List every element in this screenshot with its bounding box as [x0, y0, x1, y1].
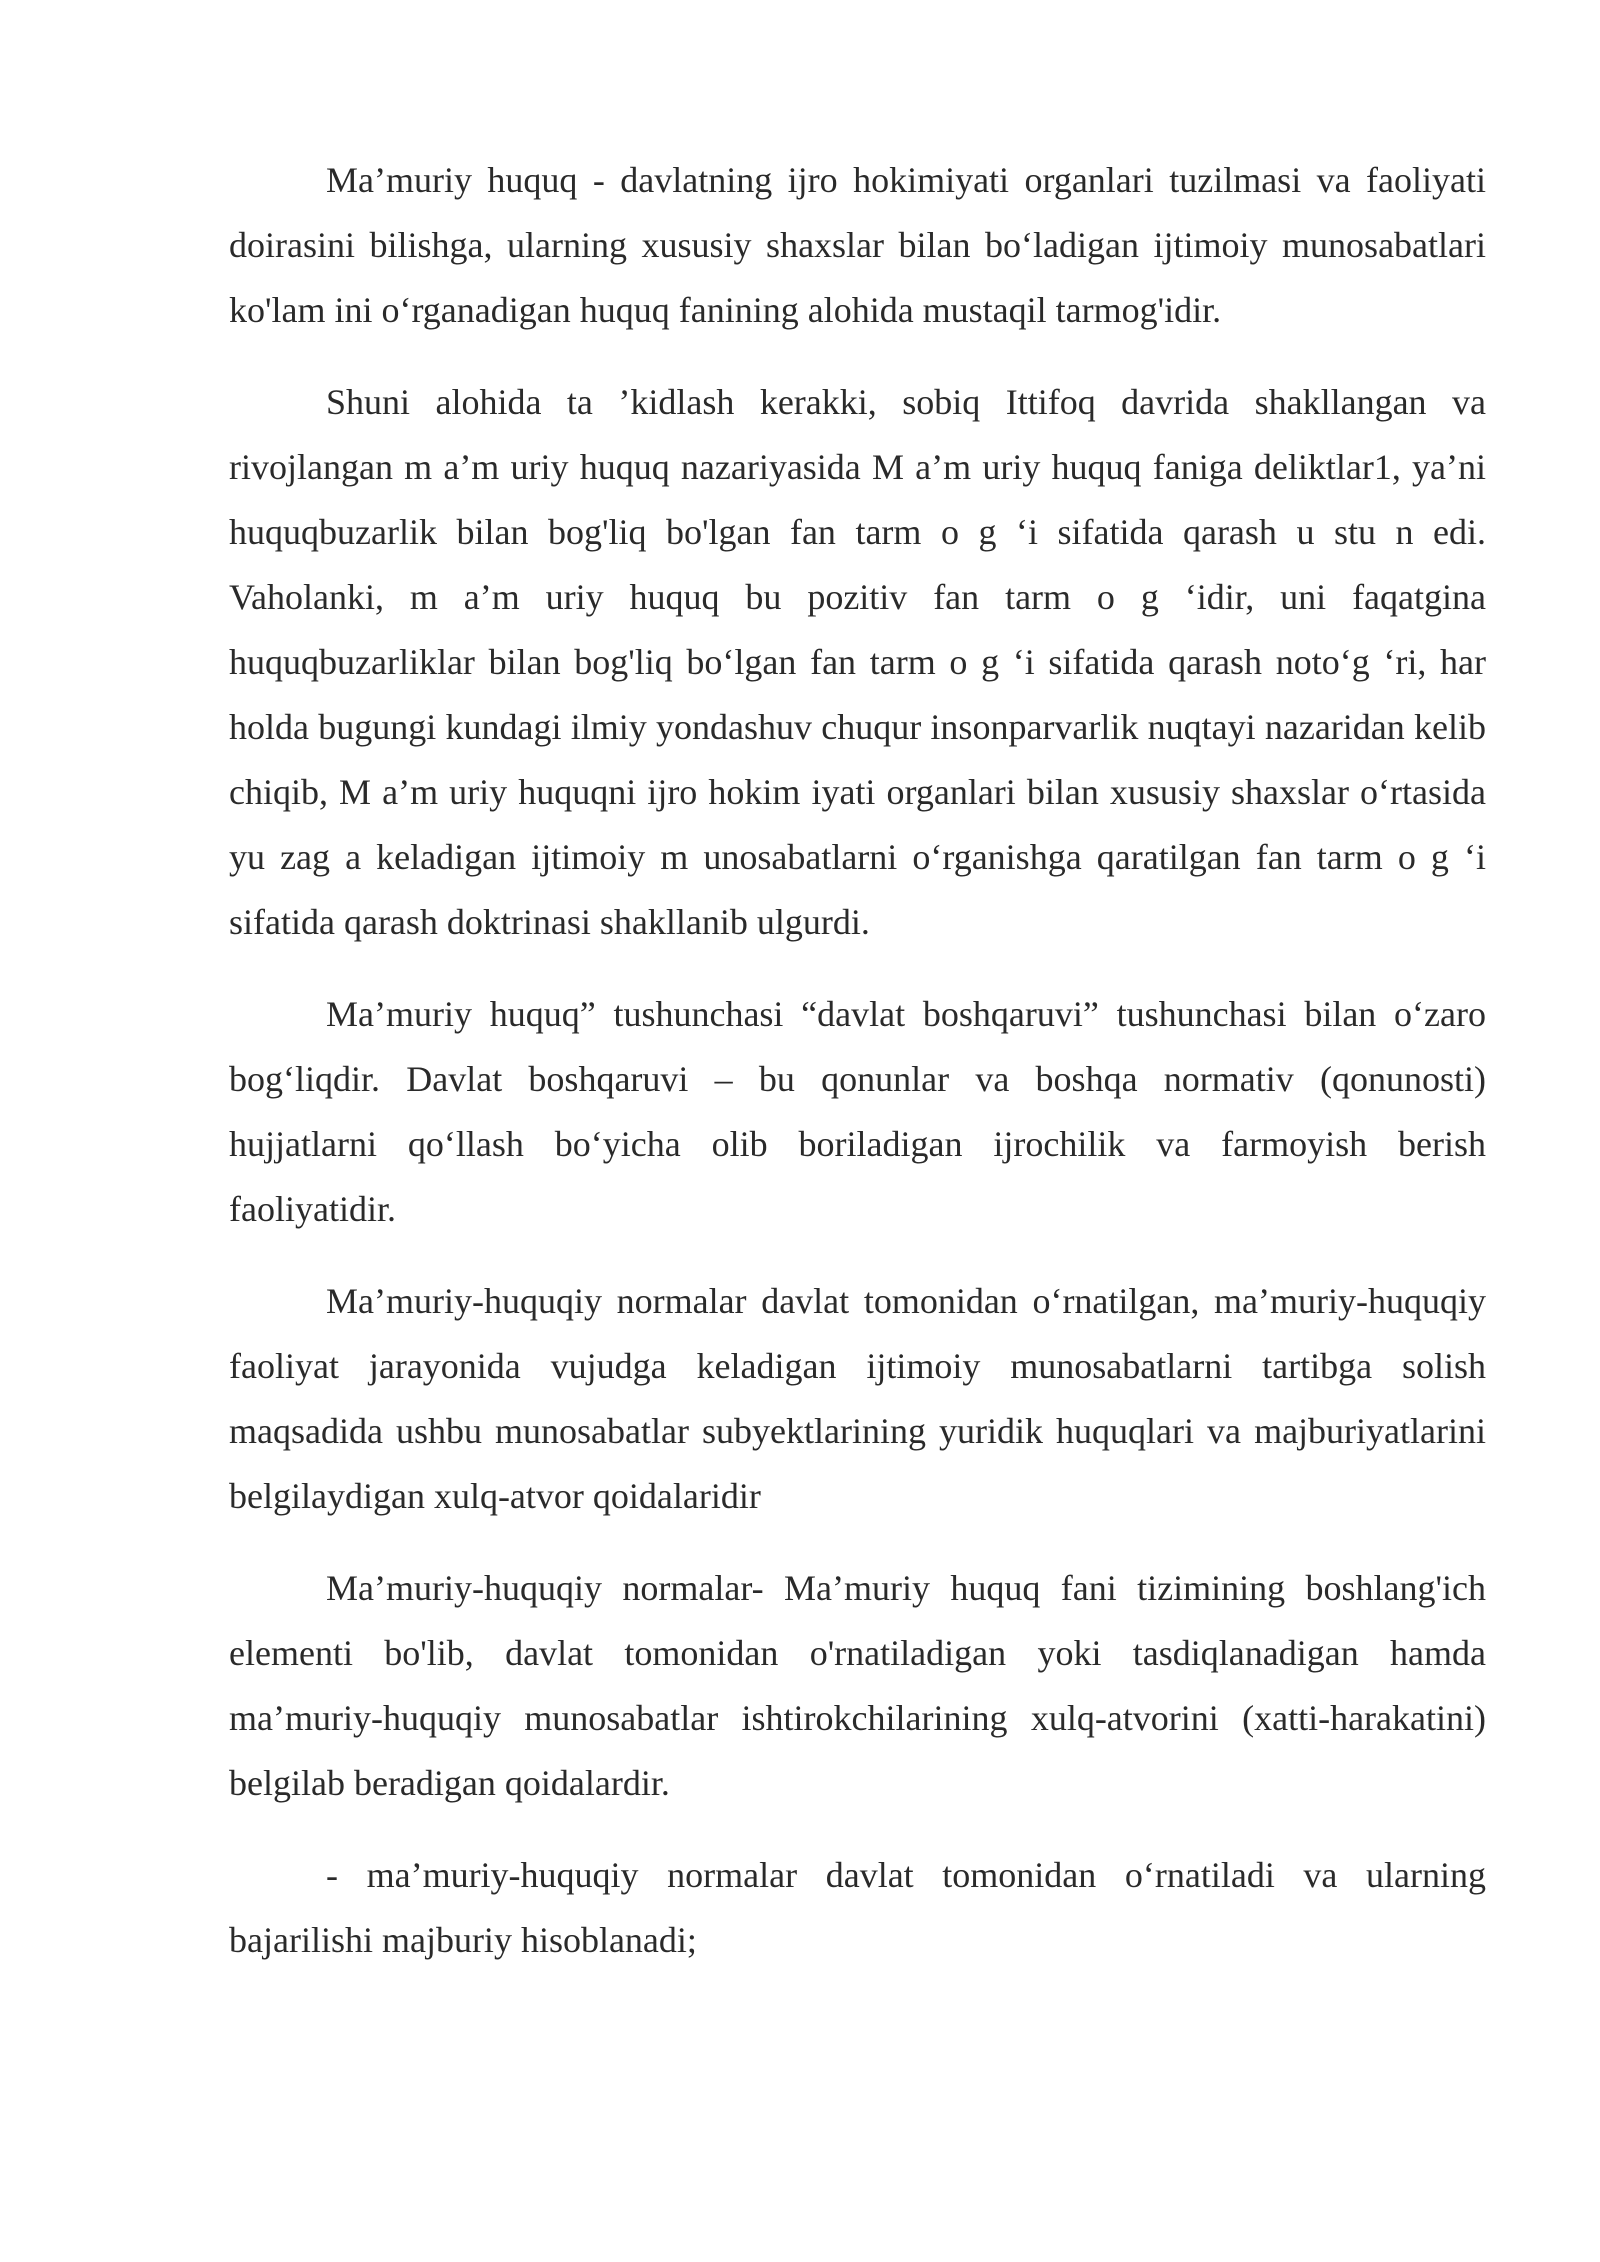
document-body	[229, 148, 1486, 2000]
paragraph-history: Shuni alohida ta ’kidlash kerakki, sobiq Ittifoq davrida shakllangan va rivojlangan m a’m uriy huquq nazariyasida M a’m uriy huquq faniga deliktlar1, ya’ni huquqbuzarlik bilan bog'liq bo'lgan fan tarm o g ‘i sifatida qarash u stu n edi. Vaholanki, m a’m uriy huquq bu pozitiv fan tarm o g ‘idir, uni faqatgina huquqbuzarliklar bilan bog'liq bo‘lgan fan tarm o g ‘i sifatida qarash noto‘g ‘ri, har holda bugungi kundagi ilmiy yondashuv chuqur insonparvarlik nuqtayi nazaridan kelib chiqib, M a’m uriy huquqni ijro hokim iyati organlari bilan xususiy shaxslar o‘rtasida yu zag a keladigan ijtimoiy m unosabatlarni o‘rganishga qaratilgan fan tarm o g ‘i sifatida qarash doktrinasi shakllanib ulgurdi.	[229, 382, 1486, 942]
paragraph-definition: Ma’muriy huquq - davlatning ijro hokimiyati organlari tuzilmasi va faoliyati doirasini bilishga, ularning xususiy shaxslar bilan bo‘ladigan ijtimoiy munosabatlari ko'lam ini o‘rganadigan huquq fanining alohida mustaqil tarmog'idir.	[229, 160, 1486, 330]
paragraph-norms-list-item: - ma’muriy-huquqiy normalar davlat tomonidan o‘rnatiladi va ularning bajarilishi majburiy hisoblanadi;	[229, 1855, 1486, 1960]
paragraph-state-governance: Ma’muriy huquq” tushunchasi “davlat boshqaruvi” tushunchasi bilan o‘zaro bog‘liqdir. Davlat boshqaruvi – bu qonunlar va boshqa normativ (qonunosti) hujjatlarni qo‘llash bo‘yicha olib boriladigan ijrochilik va farmoyish berish faoliyatidir.	[229, 994, 1486, 1229]
paragraph-norms-element: Ma’muriy-huquqiy normalar- Ma’muriy huquq fani tizimining boshlang'ich elementi bo'lib, davlat tomonidan o'rnatiladigan yoki tasdiqlanadigan hamda ma’muriy-huquqiy munosabatlar ishtirokchilarining xulq-atvorini (xatti-harakatini) belgilab beradigan qoidalardir.	[229, 1568, 1486, 1803]
paragraph-norms-definition: Ma’muriy-huquqiy normalar davlat tomonidan o‘rnatilgan, ma’muriy-huquqiy faoliyat jarayonida vujudga keladigan ijtimoiy munosabatlarni tartibga solish maqsadida ushbu munosabatlar subyektlarining yuridik huquqlari va majburiyatlarini belgilaydigan xulq-atvor qoidalaridir	[229, 1281, 1486, 1516]
